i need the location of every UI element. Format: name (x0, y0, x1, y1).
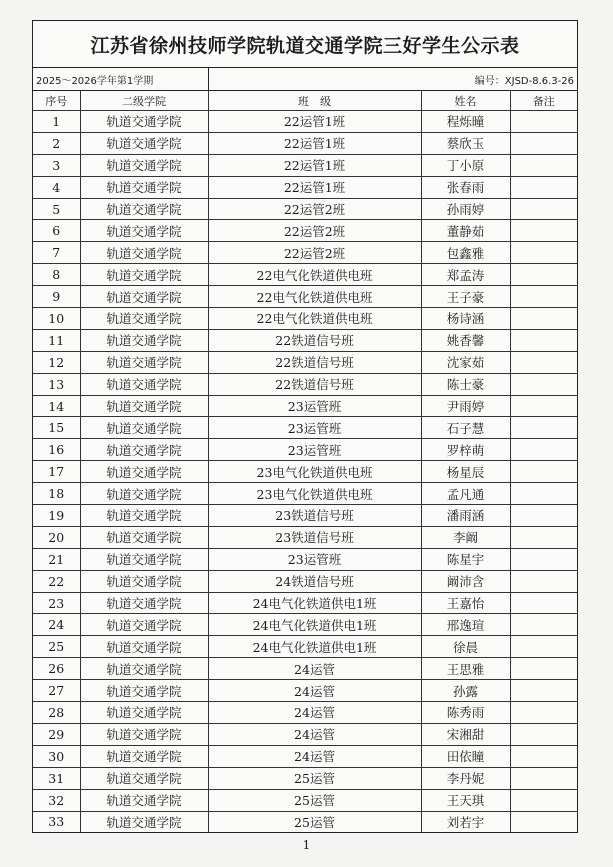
cell-serial: 27 (33, 680, 80, 702)
table-row (33, 526, 577, 548)
cell-note (510, 745, 577, 767)
cell-serial: 25 (33, 636, 80, 658)
cell-college: 轨道交通学院 (80, 439, 208, 461)
cell-serial: 1 (33, 111, 80, 133)
cell-note (510, 767, 577, 789)
student-table (33, 91, 577, 832)
cell-class: 23运管班 (208, 548, 421, 570)
table-row (33, 264, 577, 286)
cell-serial: 12 (33, 351, 80, 373)
cell-class: 23运管班 (208, 417, 421, 439)
cell-name: 田依瞳 (421, 745, 510, 767)
cell-note (510, 351, 577, 373)
cell-note (510, 395, 577, 417)
cell-serial: 24 (33, 614, 80, 636)
cell-note (510, 264, 577, 286)
table-row (33, 811, 577, 832)
cell-college: 轨道交通学院 (80, 220, 208, 242)
document-title: 江苏省徐州技师学院轨道交通学院三好学生公示表 (33, 21, 577, 68)
cell-serial: 22 (33, 570, 80, 592)
cell-name: 姚香馨 (421, 329, 510, 351)
cell-class: 22电气化铁道供电班 (208, 308, 421, 330)
table-header-row (33, 91, 577, 111)
cell-serial: 9 (33, 286, 80, 308)
cell-name: 杨诗涵 (421, 308, 510, 330)
cell-class: 23运管班 (208, 439, 421, 461)
cell-college: 轨道交通学院 (80, 417, 208, 439)
cell-name: 王子豪 (421, 286, 510, 308)
cell-name: 丁小原 (421, 154, 510, 176)
header-class: 班 级 (208, 91, 421, 111)
cell-name: 刘若宇 (421, 811, 510, 832)
cell-class: 25运管 (208, 767, 421, 789)
table-row (33, 614, 577, 636)
cell-class: 24运管 (208, 658, 421, 680)
cell-serial: 5 (33, 198, 80, 220)
cell-serial: 26 (33, 658, 80, 680)
cell-note (510, 658, 577, 680)
cell-note (510, 526, 577, 548)
cell-class: 24电气化铁道供电1班 (208, 614, 421, 636)
table-row (33, 198, 577, 220)
cell-name: 陈士豪 (421, 373, 510, 395)
cell-name: 李丹妮 (421, 767, 510, 789)
cell-class: 23铁道信号班 (208, 526, 421, 548)
cell-college: 轨道交通学院 (80, 548, 208, 570)
cell-college: 轨道交通学院 (80, 132, 208, 154)
cell-note (510, 286, 577, 308)
cell-name: 潘雨涵 (421, 505, 510, 527)
cell-college: 轨道交通学院 (80, 811, 208, 832)
cell-name: 蔡欣玉 (421, 132, 510, 154)
cell-college: 轨道交通学院 (80, 176, 208, 198)
table-row (33, 242, 577, 264)
cell-name: 程烁曈 (421, 111, 510, 133)
cell-name: 陈秀雨 (421, 702, 510, 724)
table-row (33, 789, 577, 811)
cell-note (510, 614, 577, 636)
cell-serial: 18 (33, 483, 80, 505)
cell-note (510, 592, 577, 614)
cell-serial: 3 (33, 154, 80, 176)
table-row (33, 439, 577, 461)
cell-serial: 14 (33, 395, 80, 417)
cell-class: 24运管 (208, 702, 421, 724)
table-row (33, 505, 577, 527)
header-college: 二级学院 (80, 91, 208, 111)
cell-college: 轨道交通学院 (80, 767, 208, 789)
cell-name: 孟凡通 (421, 483, 510, 505)
cell-serial: 23 (33, 592, 80, 614)
cell-name: 杨星辰 (421, 461, 510, 483)
table-row (33, 767, 577, 789)
cell-serial: 10 (33, 308, 80, 330)
cell-note (510, 505, 577, 527)
cell-class: 22运管1班 (208, 176, 421, 198)
cell-class: 25运管 (208, 789, 421, 811)
page-number: 1 (302, 838, 311, 852)
cell-name: 徐晨 (421, 636, 510, 658)
table-row (33, 417, 577, 439)
cell-serial: 4 (33, 176, 80, 198)
cell-college: 轨道交通学院 (80, 658, 208, 680)
cell-serial: 17 (33, 461, 80, 483)
cell-note (510, 702, 577, 724)
cell-note (510, 570, 577, 592)
cell-note (510, 329, 577, 351)
cell-note (510, 132, 577, 154)
cell-college: 轨道交通学院 (80, 483, 208, 505)
cell-college: 轨道交通学院 (80, 308, 208, 330)
cell-college: 轨道交通学院 (80, 789, 208, 811)
cell-note (510, 680, 577, 702)
cell-class: 22铁道信号班 (208, 329, 421, 351)
cell-name: 郑孟涛 (421, 264, 510, 286)
cell-serial: 2 (33, 132, 80, 154)
cell-name: 张春雨 (421, 176, 510, 198)
table-row (33, 286, 577, 308)
cell-note (510, 789, 577, 811)
table-row (33, 745, 577, 767)
cell-name: 尹雨婷 (421, 395, 510, 417)
cell-serial: 8 (33, 264, 80, 286)
cell-college: 轨道交通学院 (80, 286, 208, 308)
cell-college: 轨道交通学院 (80, 373, 208, 395)
table-row (33, 154, 577, 176)
cell-note (510, 373, 577, 395)
table-row (33, 702, 577, 724)
table-row (33, 658, 577, 680)
cell-note (510, 111, 577, 133)
cell-college: 轨道交通学院 (80, 264, 208, 286)
cell-name: 罗梓萌 (421, 439, 510, 461)
table-row (33, 308, 577, 330)
cell-college: 轨道交通学院 (80, 702, 208, 724)
cell-class: 23电气化铁道供电班 (208, 483, 421, 505)
table-row (33, 373, 577, 395)
table-row (33, 461, 577, 483)
cell-note (510, 417, 577, 439)
cell-note (510, 723, 577, 745)
cell-note (510, 154, 577, 176)
cell-class: 25运管 (208, 811, 421, 832)
cell-class: 23电气化铁道供电班 (208, 461, 421, 483)
cell-college: 轨道交通学院 (80, 154, 208, 176)
table-row (33, 680, 577, 702)
cell-college: 轨道交通学院 (80, 680, 208, 702)
cell-note (510, 811, 577, 832)
cell-note (510, 636, 577, 658)
header-serial: 序号 (33, 91, 80, 111)
cell-college: 轨道交通学院 (80, 329, 208, 351)
cell-name: 孙露 (421, 680, 510, 702)
cell-college: 轨道交通学院 (80, 723, 208, 745)
cell-class: 22运管2班 (208, 198, 421, 220)
cell-class: 22运管1班 (208, 111, 421, 133)
cell-note (510, 220, 577, 242)
cell-college: 轨道交通学院 (80, 745, 208, 767)
cell-class: 22铁道信号班 (208, 351, 421, 373)
table-row (33, 483, 577, 505)
cell-class: 24铁道信号班 (208, 570, 421, 592)
cell-serial: 7 (33, 242, 80, 264)
cell-note (510, 176, 577, 198)
cell-class: 24运管 (208, 745, 421, 767)
cell-name: 石子慧 (421, 417, 510, 439)
cell-serial: 31 (33, 767, 80, 789)
cell-note (510, 308, 577, 330)
cell-college: 轨道交通学院 (80, 636, 208, 658)
table-row (33, 395, 577, 417)
cell-college: 轨道交通学院 (80, 592, 208, 614)
cell-college: 轨道交通学院 (80, 198, 208, 220)
cell-college: 轨道交通学院 (80, 526, 208, 548)
cell-class: 24电气化铁道供电1班 (208, 592, 421, 614)
cell-serial: 30 (33, 745, 80, 767)
cell-class: 22运管2班 (208, 220, 421, 242)
cell-note (510, 242, 577, 264)
cell-note (510, 548, 577, 570)
document-code: 编号：XJSD-8.6.3-26 (474, 75, 574, 87)
cell-class: 23运管班 (208, 395, 421, 417)
meta-row (33, 68, 577, 91)
table-row (33, 220, 577, 242)
cell-serial: 29 (33, 723, 80, 745)
cell-name: 沈家茹 (421, 351, 510, 373)
cell-serial: 16 (33, 439, 80, 461)
cell-serial: 32 (33, 789, 80, 811)
cell-serial: 13 (33, 373, 80, 395)
cell-serial: 20 (33, 526, 80, 548)
table-row (33, 570, 577, 592)
cell-serial: 6 (33, 220, 80, 242)
cell-class: 23铁道信号班 (208, 505, 421, 527)
cell-name: 王天琪 (421, 789, 510, 811)
cell-name: 董静茹 (421, 220, 510, 242)
table-row (33, 176, 577, 198)
cell-class: 22电气化铁道供电班 (208, 264, 421, 286)
cell-note (510, 198, 577, 220)
cell-college: 轨道交通学院 (80, 351, 208, 373)
table-row (33, 723, 577, 745)
cell-note (510, 483, 577, 505)
cell-serial: 33 (33, 811, 80, 832)
cell-college: 轨道交通学院 (80, 395, 208, 417)
header-note: 备注 (510, 91, 577, 111)
term-label: 2025～2026学年第1学期 (33, 68, 209, 90)
cell-college: 轨道交通学院 (80, 111, 208, 133)
cell-class: 22铁道信号班 (208, 373, 421, 395)
cell-name: 李阚 (421, 526, 510, 548)
cell-college: 轨道交通学院 (80, 570, 208, 592)
cell-serial: 11 (33, 329, 80, 351)
cell-name: 王思雅 (421, 658, 510, 680)
cell-college: 轨道交通学院 (80, 505, 208, 527)
cell-serial: 19 (33, 505, 80, 527)
cell-name: 邢逸瑄 (421, 614, 510, 636)
cell-college: 轨道交通学院 (80, 242, 208, 264)
cell-note (510, 461, 577, 483)
cell-name: 宋湘甜 (421, 723, 510, 745)
cell-note (510, 439, 577, 461)
table-row (33, 132, 577, 154)
cell-name: 王嘉怡 (421, 592, 510, 614)
cell-name: 包鑫雅 (421, 242, 510, 264)
table-row (33, 329, 577, 351)
cell-name: 孙雨婷 (421, 198, 510, 220)
cell-serial: 28 (33, 702, 80, 724)
cell-serial: 15 (33, 417, 80, 439)
cell-serial: 21 (33, 548, 80, 570)
table-row (33, 351, 577, 373)
table-row (33, 111, 577, 133)
table-row (33, 592, 577, 614)
cell-name: 陈星宇 (421, 548, 510, 570)
cell-class: 22运管2班 (208, 242, 421, 264)
cell-class: 22运管1班 (208, 132, 421, 154)
table-row (33, 636, 577, 658)
cell-class: 24运管 (208, 723, 421, 745)
announcement-sheet (32, 20, 578, 833)
cell-college: 轨道交通学院 (80, 614, 208, 636)
cell-name: 阚沛含 (421, 570, 510, 592)
cell-college: 轨道交通学院 (80, 461, 208, 483)
table-row (33, 548, 577, 570)
cell-class: 22电气化铁道供电班 (208, 286, 421, 308)
header-name: 姓名 (421, 91, 510, 111)
cell-class: 24电气化铁道供电1班 (208, 636, 421, 658)
cell-class: 22运管1班 (208, 154, 421, 176)
cell-class: 24运管 (208, 680, 421, 702)
